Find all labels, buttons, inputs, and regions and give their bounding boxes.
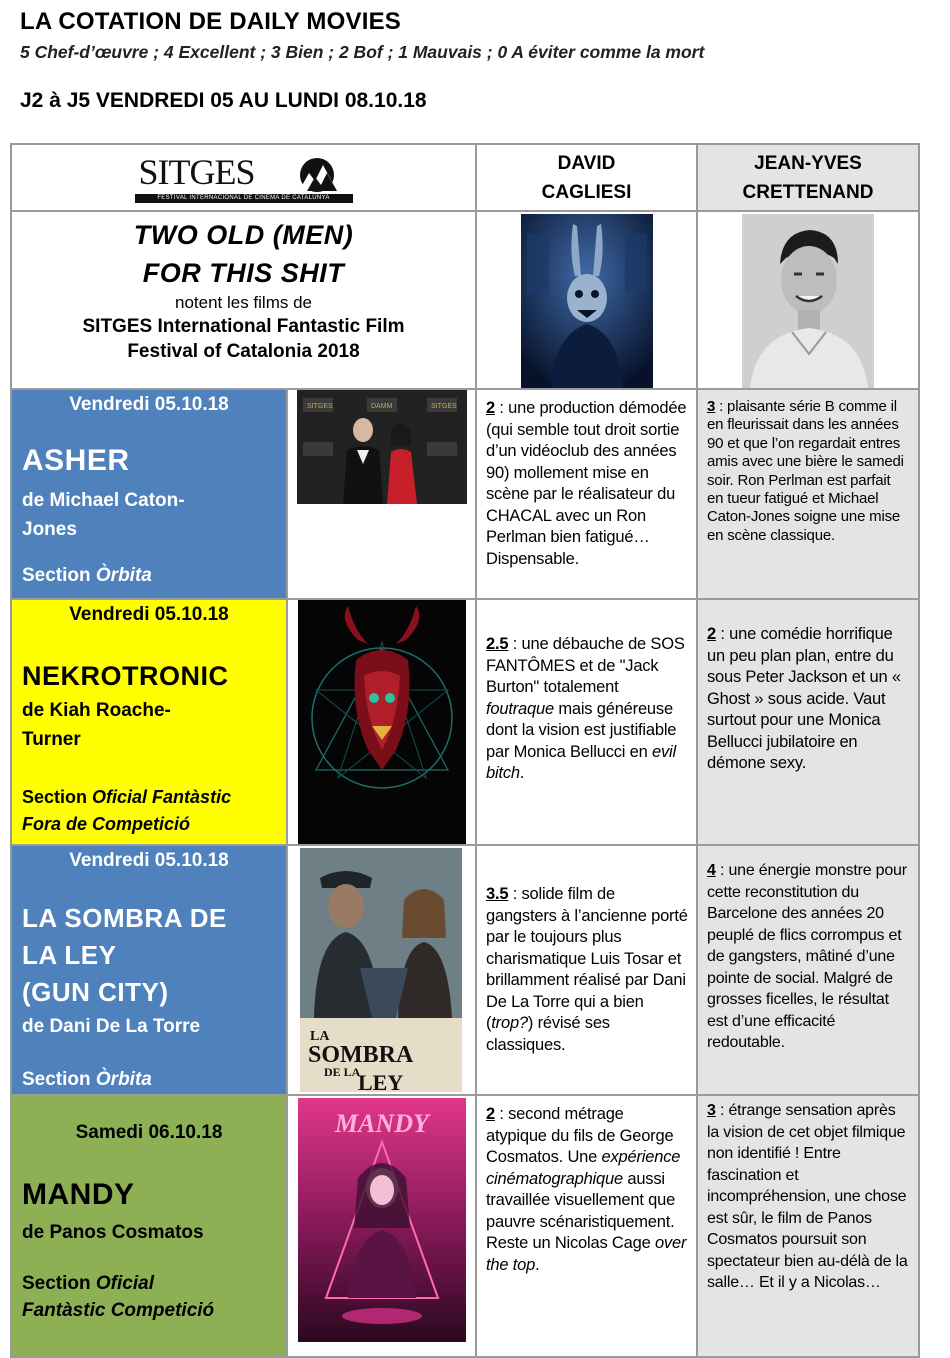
intro-cell xyxy=(11,211,476,389)
score: 3 xyxy=(707,1102,716,1119)
sitges-logo-subtitle: FESTIVAL INTERNACIONAL DE CINEMA DE CATALUNYA xyxy=(135,194,353,203)
film-director xyxy=(22,1218,204,1247)
review-text: : second métrage atypique du fils de George Cosmatos. Une xyxy=(486,1105,674,1166)
critic-jeanyves xyxy=(697,144,919,211)
director-line: de Panos Cosmatos xyxy=(22,1222,204,1243)
intro-line-2: FOR THIS SHIT xyxy=(142,258,345,288)
director-line: de Dani De La Torre xyxy=(22,1016,201,1037)
svg-text:SITGES: SITGES xyxy=(431,403,457,410)
film-info-la-sombra xyxy=(11,845,287,1095)
review-jy-la-sombra xyxy=(697,845,919,1095)
director-line: Turner xyxy=(22,729,81,750)
sitges-logo-mark-icon xyxy=(279,155,341,195)
film-poster-cell xyxy=(287,599,476,845)
film-title-line: LA SOMBRA DE xyxy=(22,903,227,933)
review-text: aussi travaillée visuellement que pauvre scénaristiquement. Reste un Nicolas Cage xyxy=(486,1169,676,1252)
review-text-italic: expérience cinématographique xyxy=(486,1148,681,1188)
review-david-mandy xyxy=(476,1095,697,1357)
david-portrait-cell xyxy=(476,211,697,389)
film-section xyxy=(22,562,152,589)
asher-photo-icon xyxy=(297,390,467,504)
critics-header-row xyxy=(11,144,919,211)
film-title xyxy=(22,442,130,479)
screening-date: Vendredi 05.10.18 xyxy=(69,604,229,625)
score: 2 xyxy=(486,1105,495,1123)
svg-text:MANDY: MANDY xyxy=(335,1109,429,1138)
rating-scale: 5 Chef-d’œuvre ; 4 Excellent ; 3 Bien ; 2 Bof ; 1 Mauvais ; 0 A éviter comme la mort xyxy=(20,42,705,62)
date-range: J2 à J5 VENDREDI 05 AU LUNDI 08.10.18 xyxy=(20,89,427,112)
la-sombra-poster-icon xyxy=(300,848,462,1092)
review-text-italic: over the top xyxy=(486,1234,687,1274)
section-name: Oficial Fantàstic xyxy=(92,787,232,807)
review-text: : une production démodée (qui semble tout droit sortie d’un vidéoclub des années 90) mollement mise en scène par le réalisateur du CHACAL avec un Ron Perlman bien fatigué… Dispensable. xyxy=(486,399,687,568)
review-text: : plaisante série B comme il en fleurissait dans les années 90 et que l’on regardait entres amis avec une bière le samedi soir. Ron Perlman est parfait en tueur fatigué et Michael Caton-Jones soigne une mise en scène classique. xyxy=(707,398,904,544)
screening-date: Vendredi 05.10.18 xyxy=(69,850,229,871)
review-jy-mandy xyxy=(697,1095,919,1357)
film-row-la-sombra xyxy=(11,845,919,1095)
section-name: Fora de Competició xyxy=(22,814,191,834)
film-poster-cell xyxy=(287,1095,476,1357)
score: 4 xyxy=(707,862,716,879)
review-text: ) révisé ses classiques. xyxy=(486,1014,610,1054)
film-info-asher xyxy=(11,389,287,599)
critic-david xyxy=(476,144,697,211)
film-section xyxy=(22,1066,152,1093)
film-director xyxy=(22,696,171,754)
section-name: Oficial xyxy=(95,1273,154,1294)
film-title xyxy=(22,900,227,1011)
film-title-line: LA LEY xyxy=(22,940,117,970)
screening-date: Samedi 06.10.18 xyxy=(75,1122,223,1143)
mandy-poster-icon xyxy=(298,1098,466,1342)
jy-portrait-cell xyxy=(697,211,919,389)
review-text: . xyxy=(535,1255,540,1274)
film-poster-cell xyxy=(287,845,476,1095)
film-director xyxy=(22,486,185,544)
ratings-table xyxy=(10,143,920,1358)
review-text: : une énergie monstre pour cette reconstitution du Barcelone des années 20 peuplé de flics corrompus et de gangsters, mâtiné d’une pointe de social. Malgré de grosses ficelles, le résultat est d’une efficacité redoutable. xyxy=(707,862,907,1051)
film-title-line: NEKROTRONIC xyxy=(22,661,229,691)
section-name: Òrbita xyxy=(95,1069,152,1090)
director-line: de Michael Caton- xyxy=(22,490,185,511)
review-text-italic: trop? xyxy=(491,1014,528,1032)
film-title xyxy=(22,1176,135,1213)
film-title-line: MANDY xyxy=(22,1178,135,1211)
film-info-mandy xyxy=(11,1095,287,1357)
director-line: Jones xyxy=(22,519,77,540)
section-label: Section xyxy=(22,1273,91,1294)
review-david-asher xyxy=(476,389,697,599)
review-text: : une comédie horrifique un peu plan plan, entre du sous Peter Jackson et un « Ghost » sous acide. Vaut surtout pour une Monica Bellucci jubilatoire en démone sexy. xyxy=(707,625,901,772)
review-text: : solide film de gangsters à l’ancienne porté par le toujours plus charismatique Luis Tosar et brillamment réalisé par Dani De La Torre qui a bien ( xyxy=(486,885,688,1032)
intro-line-5: Festival of Catalonia 2018 xyxy=(127,341,360,362)
review-text: . xyxy=(519,764,525,782)
section-label: Section xyxy=(22,565,91,586)
critic-jy-firstname: JEAN-YVES xyxy=(754,153,862,174)
intro-line-1: TWO OLD (MEN) xyxy=(133,220,354,250)
score: 2 xyxy=(486,399,495,417)
sitges-logo xyxy=(135,151,353,203)
review-text: : une débauche de SOS FANTÔMES et de "Jack Burton" totalement xyxy=(486,635,685,696)
review-text: : étrange sensation après la vision de cet objet filmique non identifié ! Entre fascination et incompréhension, une chose est sûr, le film de Panos Cosmatos poursuit son spectateur bien au-délà de la salle… Et il y a Nicolas… xyxy=(707,1102,908,1291)
svg-text:DAMM: DAMM xyxy=(371,403,393,410)
section-label: Section xyxy=(22,787,88,807)
score: 3 xyxy=(707,398,716,415)
intro-line-4: SITGES International Fantastic Film xyxy=(82,316,405,337)
section-label: Section xyxy=(22,1069,91,1090)
film-row-mandy xyxy=(11,1095,919,1357)
film-section xyxy=(22,784,231,838)
intro-line-3: notent les films de xyxy=(174,293,312,312)
section-name: Òrbita xyxy=(95,565,152,586)
section-name: Fantàstic Competició xyxy=(22,1300,215,1321)
score: 2 xyxy=(707,625,716,643)
review-text-italic: evil bitch xyxy=(486,742,676,782)
film-info-nekrotronic xyxy=(11,599,287,845)
rabbit-mask-portrait-icon xyxy=(521,214,653,388)
svg-text:LA: LA xyxy=(310,1029,330,1044)
critic-david-lastname: CAGLIESI xyxy=(541,182,632,203)
nekrotronic-poster-icon xyxy=(298,600,466,844)
svg-text:SOMBRA: SOMBRA xyxy=(308,1042,414,1068)
review-text: mais généreuse dont la vision est justifiable par Monica Bellucci en xyxy=(486,699,677,761)
film-director xyxy=(22,1012,200,1041)
man-portrait-icon xyxy=(742,214,874,388)
score: 2.5 xyxy=(486,635,509,653)
review-david-nekrotronic xyxy=(476,599,697,845)
sitges-logo-cell xyxy=(11,144,476,211)
critic-jy-lastname: CRETTENAND xyxy=(742,182,874,203)
film-title xyxy=(22,658,229,695)
score: 3.5 xyxy=(486,885,509,903)
film-section xyxy=(22,1270,214,1324)
sitges-logo-text: SITGES xyxy=(138,152,255,192)
director-line: de Kiah Roache- xyxy=(22,700,171,721)
film-poster-cell xyxy=(287,389,476,599)
critic-david-firstname: DAVID xyxy=(557,153,616,174)
film-title-line: ASHER xyxy=(22,444,130,477)
svg-text:SITGES: SITGES xyxy=(307,403,333,410)
film-row-nekrotronic xyxy=(11,599,919,845)
svg-text:LEY: LEY xyxy=(358,1070,404,1092)
film-title-line: (GUN CITY) xyxy=(22,977,169,1007)
svg-text:DE LA: DE LA xyxy=(324,1065,361,1079)
review-jy-nekrotronic xyxy=(697,599,919,845)
film-row-asher xyxy=(11,389,919,599)
review-jy-asher xyxy=(697,389,919,599)
screening-date: Vendredi 05.10.18 xyxy=(69,394,229,415)
review-text-italic: foutraque xyxy=(486,699,554,718)
intro-row xyxy=(11,211,919,389)
review-david-la-sombra xyxy=(476,845,697,1095)
page-title: LA COTATION DE DAILY MOVIES xyxy=(20,8,401,35)
